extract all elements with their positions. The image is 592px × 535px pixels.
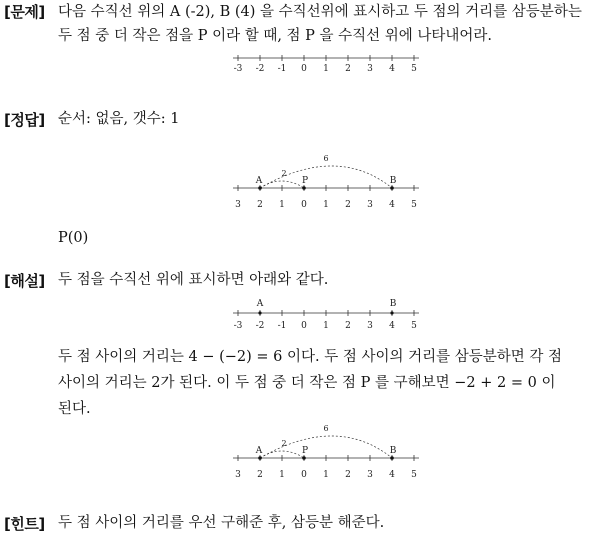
point-p-dot [302,456,306,460]
point-b-label: B [389,176,397,186]
explanation-line1: 두 점을 수직선 위에 표시하면 아래와 같다. [58,272,329,288]
tick-label: 1 [323,321,329,331]
tick-label: -2 [255,64,265,74]
point-a-dot [258,456,262,460]
tick-label: 2 [345,64,351,74]
problem-text-line1: 다음 수직선 위의 A (-2), B (4) 을 수직선위에 표시하고 두 점의 거리를 삼등분하는 [58,4,582,20]
point-p-label: P [301,446,309,456]
number-line-answer [228,150,428,210]
arc-small-label: 2 [281,169,287,178]
point-b-dot [390,186,394,190]
tick-label: 3 [367,470,373,480]
tick-label: 5 [411,470,417,480]
hint-text: 두 점 사이의 거리를 우선 구해준 후, 삼등분 해준다. [58,515,385,531]
explanation-para-line3: 된다. [58,401,91,417]
number-line-problem [228,50,428,74]
answer-text: 순서: 없음, 갯수: 1 [58,111,180,127]
tick-label: 0 [301,321,307,331]
problem-text-line2: 두 점 중 더 작은 점을 P 이라 할 때, 점 P 을 수직선 위에 나타내어라. [58,28,493,44]
tick-label: 5 [411,321,417,331]
tick-label: 1 [323,470,329,480]
tick-label: 2 [257,470,263,480]
tick-label: 3 [367,200,373,210]
point-a-dot [258,186,262,190]
point-a-label: A [256,299,264,309]
point-b-dot [390,311,393,314]
arc-big-label: 6 [323,424,329,433]
tick-label: 3 [235,470,241,480]
point-b-label: B [389,446,397,456]
arc-big [260,166,392,188]
tick-label: 4 [389,470,395,480]
tick-label: 4 [389,64,395,74]
point-p-label: P [301,176,309,186]
tick-label: 2 [257,200,263,210]
explanation-para-line1: 두 점 사이의 거리는 4 − (−2) = 6 이다. 두 점 사이의 거리를 삼등분하면 각 점 [58,349,562,365]
tick-label: 5 [411,200,417,210]
tick-label: 1 [279,470,285,480]
tick-label: 1 [279,200,285,210]
tick-label: 3 [235,200,241,210]
point-p-dot [302,186,306,190]
problem-tag: [문제] [4,3,45,21]
tick-label: 2 [345,321,351,331]
point-b-dot [390,456,394,460]
explanation-para-line2: 사이의 거리는 2가 된다. 이 두 점 중 더 작은 점 P 를 구해보면 −2 + 2 = 0 이 [58,375,556,391]
tick-label: 4 [389,321,395,331]
tick-label: 2 [345,200,351,210]
arc-big [260,436,392,458]
arc-big-label: 6 [323,154,329,163]
tick-label: -1 [277,321,287,331]
tick-label: -3 [233,321,243,331]
tick-label: 0 [301,64,307,74]
answer-result: P(0) [58,230,89,246]
point-a-dot [258,311,261,314]
tick-label: 2 [345,470,351,480]
hint-tag: [힌트] [4,515,45,533]
tick-label: 0 [301,470,307,480]
number-line-explanation-arcs [228,420,428,480]
explanation-tag: [해설] [4,272,45,290]
tick-label: 4 [389,200,395,210]
point-a-label: A [255,446,263,456]
tick-label: 3 [367,321,373,331]
tick-label: 3 [367,64,373,74]
point-b-label: B [389,299,397,309]
answer-tag: [정답] [4,111,45,129]
tick-label: -3 [233,64,243,74]
tick-label: 0 [301,200,307,210]
number-line-explanation [228,294,428,334]
tick-label: 5 [411,64,417,74]
tick-label: -2 [255,321,265,331]
point-a-label: A [255,176,263,186]
tick-label: -1 [277,64,287,74]
tick-label: 1 [323,64,329,74]
tick-label: 1 [323,200,329,210]
arc-small-label: 2 [281,439,287,448]
